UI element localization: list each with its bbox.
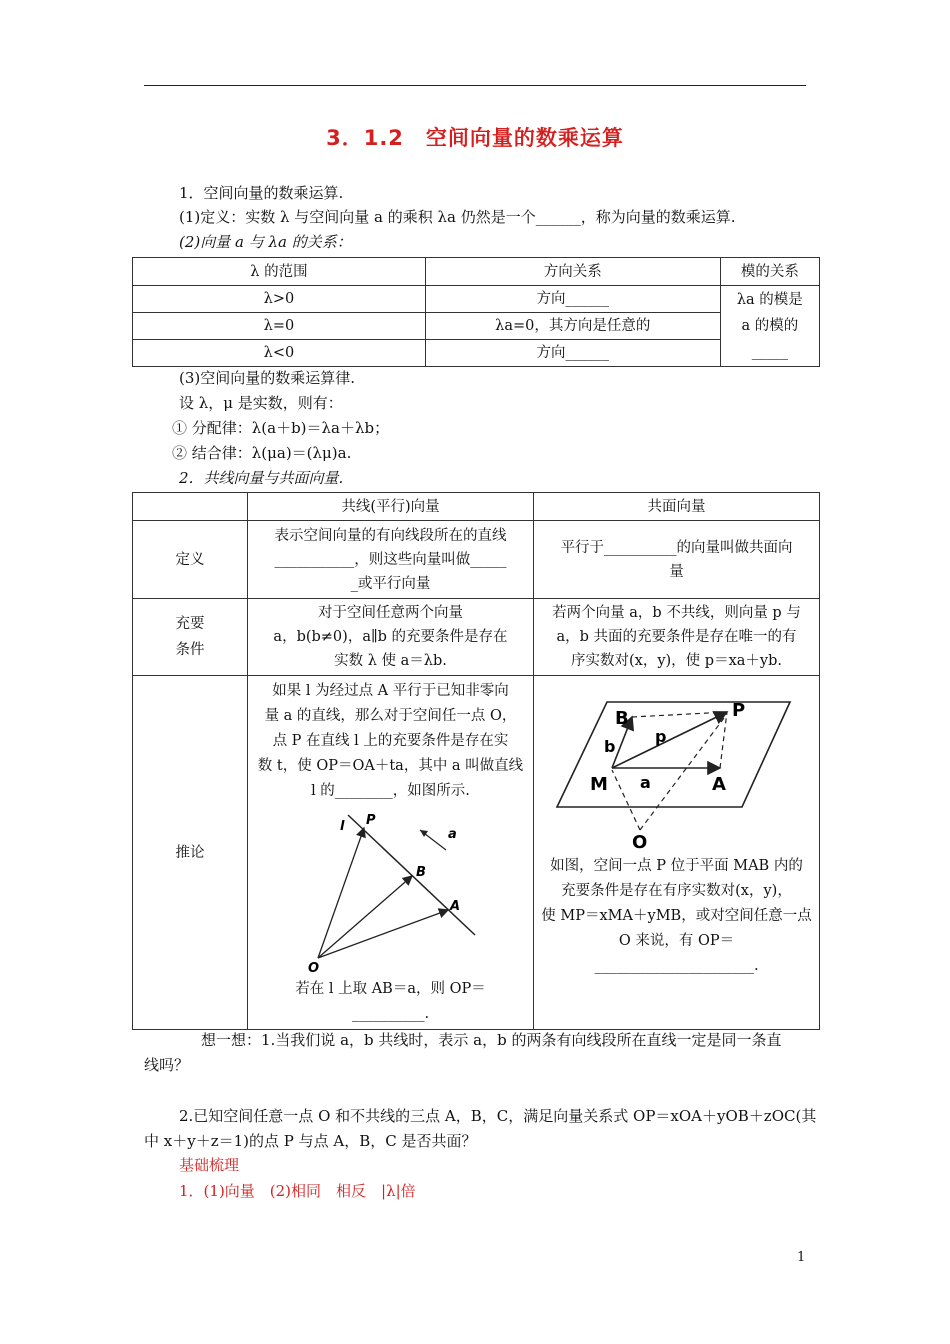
section2-heading: 2．共线向量与共面向量. bbox=[179, 469, 344, 487]
label-p-point: P bbox=[731, 700, 745, 721]
dash-bp bbox=[632, 712, 727, 717]
def-coplanar-cell bbox=[534, 521, 820, 599]
text-line: 点 P 在直线 l 上的充要条件是存在实 bbox=[272, 733, 509, 749]
text-line: _或平行向量 bbox=[350, 575, 431, 592]
label-b-point: B bbox=[614, 708, 629, 729]
text-line: 表示空间向量的有向线段所在的直线 bbox=[274, 527, 507, 544]
label-b: B bbox=[415, 865, 426, 880]
text-line: a，b 共面的充要条件是存在唯一的有 bbox=[556, 629, 797, 645]
collinear-figure bbox=[300, 810, 482, 975]
table-cell: λ=0 bbox=[133, 313, 426, 340]
text-line: 若两个向量 a，b 不共线，则向量 p 与 bbox=[552, 605, 801, 621]
modulus-line: λa 的模是 bbox=[736, 292, 803, 308]
vector-oa bbox=[318, 910, 448, 958]
law-associative: ② 结合律：λ(μa)＝(λμ)a. bbox=[172, 444, 352, 462]
text-line: 量 a 的直线，那么对于空间任一点 O， bbox=[264, 708, 517, 724]
table-header: 模的关系 bbox=[720, 258, 819, 286]
text-line: 如图，空间一点 P 位于平面 MAB 内的 bbox=[550, 858, 803, 874]
text-line: a，b(b≠0)，a∥b 的充要条件是存在 bbox=[273, 629, 508, 645]
text-line: 量 bbox=[669, 563, 684, 580]
text-line: 对于空间任意两个向量 bbox=[318, 605, 463, 621]
table-cell: λa=0，其方向是任意的 bbox=[425, 313, 720, 340]
table-header: 共线(平行)向量 bbox=[248, 493, 534, 521]
table-cell: λ>0 bbox=[133, 286, 426, 313]
text-line: 序实数对(x，y)，使 p＝xa＋yb. bbox=[571, 653, 782, 669]
label-b-vector: b bbox=[603, 737, 615, 756]
dash-ap bbox=[720, 712, 727, 768]
text-line: 如果 l 为经过点 A 平行于已知非零向 bbox=[272, 683, 509, 699]
def-collinear-cell bbox=[248, 521, 534, 599]
text-line: ______________________. bbox=[594, 958, 759, 974]
row-label-cond bbox=[133, 599, 248, 676]
cond-collinear-cell bbox=[248, 599, 534, 676]
text-line: 若在 l 上取 AB＝a，则 OP＝ bbox=[295, 981, 486, 997]
relation-heading: (2)向量 a 与 λa 的关系： bbox=[179, 233, 352, 251]
text-line: __________. bbox=[351, 1006, 430, 1022]
text-line: 使 MP＝xMA＋yMB，或对空间任意一点 bbox=[541, 908, 812, 924]
answers-heading: 基础梳理 bbox=[179, 1156, 240, 1174]
cor-collinear-cell bbox=[248, 676, 534, 1030]
table-cell: 方向______ bbox=[425, 340, 720, 367]
label-o: O bbox=[631, 832, 647, 850]
modulus-line: a 的模的 bbox=[741, 318, 799, 334]
row-label: 充要 bbox=[175, 616, 205, 632]
page-number: 1 bbox=[797, 1250, 806, 1265]
laws-heading: (3)空间向量的数乘运算律. bbox=[179, 369, 356, 387]
label-p: P bbox=[365, 813, 376, 828]
table-header: 方向关系 bbox=[425, 258, 720, 286]
think-q2-line2: 中 x＋y＋z＝1)的点 P 与点 A，B，C 是否共面？ bbox=[144, 1132, 477, 1150]
label-m: M bbox=[589, 774, 608, 795]
think-q2-line1: 2.已知空间任意一点 O 和不共线的三点 A，B，C，满足向量关系式 OP＝xOA＋yOB＋zOC(其 bbox=[179, 1107, 817, 1125]
cor-coplanar-cell bbox=[534, 676, 820, 1030]
label-p-vector: p bbox=[654, 727, 666, 746]
laws-intro: 设 λ，μ 是实数，则有： bbox=[179, 394, 343, 412]
text-line: 数 t，使 OP＝OA＋ta，其中 a 叫做直线 bbox=[257, 758, 524, 774]
label-a-vector: a bbox=[639, 773, 651, 792]
think-q1-line2: 线吗？ bbox=[144, 1056, 190, 1074]
label-a-point: A bbox=[449, 899, 460, 914]
law-distributive: ① 分配律：λ(a＋b)＝λa＋λb； bbox=[172, 419, 390, 437]
table-header: λ 的范围 bbox=[133, 258, 426, 286]
row-label: 条件 bbox=[175, 642, 205, 658]
label-a-vector: a bbox=[447, 827, 457, 842]
dash-om bbox=[612, 770, 640, 830]
definition-text: (1)定义：实数 λ 与空间向量 a 的乘积 λa 仍然是一个______，称为向量的数乘运算. bbox=[179, 208, 736, 226]
label-a-point: A bbox=[711, 774, 726, 795]
dash-op bbox=[640, 714, 727, 830]
header-rule bbox=[144, 85, 806, 86]
section1-heading: 1．空间向量的数乘运算. bbox=[179, 184, 344, 202]
scalar-table bbox=[132, 257, 820, 367]
modulus-line: _____ bbox=[751, 344, 788, 360]
row-label: 定义 bbox=[133, 521, 248, 599]
cond-coplanar-cell bbox=[534, 599, 820, 676]
row-label: 推论 bbox=[133, 676, 248, 1030]
corner-cell bbox=[133, 493, 248, 521]
table-cell: λ<0 bbox=[133, 340, 426, 367]
label-l: l bbox=[339, 819, 344, 834]
label-o: O bbox=[307, 961, 319, 975]
answers-line: 1．(1)向量 (2)相同 相反 |λ|倍 bbox=[179, 1182, 416, 1200]
text-line: l 的________，如图所示. bbox=[311, 783, 470, 799]
text-line: 充要条件是存在有序实数对(x，y)， bbox=[561, 883, 792, 899]
think-q1-line1: 想一想：1.当我们说 a，b 共线时，表示 a，b 的两条有向线段所在直线一定是同一条直 bbox=[201, 1031, 782, 1049]
text-line: O 来说，有 OP＝ bbox=[618, 933, 735, 949]
table-cell: 方向______ bbox=[425, 286, 720, 313]
vector-p bbox=[612, 712, 727, 768]
coplanar-figure bbox=[552, 690, 802, 850]
page-title: 3．1.2 空间向量的数乘运算 bbox=[326, 126, 624, 150]
text-line: ___________，则这些向量叫做_____ bbox=[274, 551, 507, 568]
text-line: 实数 λ 使 a＝λb. bbox=[334, 653, 447, 669]
table-header: 共面向量 bbox=[534, 493, 820, 521]
modulus-cell bbox=[720, 286, 819, 367]
vectors-table bbox=[132, 492, 820, 1030]
text-line: 平行于__________的向量叫做共面向 bbox=[560, 539, 793, 556]
